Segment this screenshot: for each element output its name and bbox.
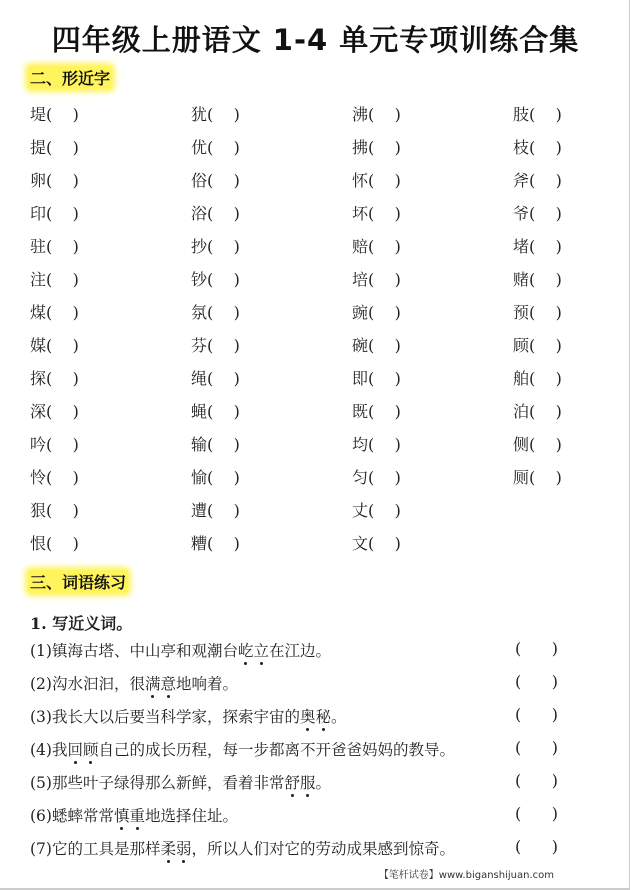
- question-text: 。: [315, 774, 332, 792]
- question-text: 自己的成长历程，每一步都离不开爸爸妈妈的教导。: [98, 741, 456, 759]
- character: 匀: [352, 468, 369, 487]
- character: 堵: [513, 237, 530, 256]
- character: 吟: [30, 435, 47, 454]
- similar-character-item: [352, 234, 401, 257]
- answer-blank[interactable]: ( ): [368, 369, 401, 388]
- question-text: 。: [331, 708, 347, 726]
- character: 抄: [191, 237, 208, 256]
- answer-blank[interactable]: ( ): [207, 501, 240, 520]
- similar-character-item: [191, 201, 240, 224]
- character: 提: [30, 138, 47, 157]
- answer-blank[interactable]: ( ): [368, 138, 401, 157]
- answer-blank[interactable]: ( ): [46, 303, 79, 322]
- character: 碗: [352, 336, 369, 355]
- character: 预: [513, 303, 530, 322]
- answer-blank[interactable]: ( ): [529, 138, 562, 157]
- character: 培: [352, 270, 369, 289]
- character: 遭: [191, 501, 208, 520]
- question-item: [30, 837, 455, 859]
- answer-blank[interactable]: ( ): [46, 534, 79, 553]
- answer-blank[interactable]: ( ): [368, 435, 401, 454]
- answer-blank[interactable]: ( ): [46, 270, 79, 289]
- character: 既: [352, 402, 369, 421]
- answer-blank[interactable]: ( ): [368, 270, 401, 289]
- similar-character-item: [30, 366, 79, 389]
- dotted-character: 秘: [315, 708, 331, 726]
- similar-character-item: [191, 465, 240, 488]
- answer-blank[interactable]: ( ): [368, 204, 401, 223]
- answer-blank[interactable]: ( ): [368, 336, 401, 355]
- similar-character-item: [352, 498, 401, 521]
- answer-blank[interactable]: ( ): [368, 303, 401, 322]
- answer-blank[interactable]: ( ): [207, 369, 240, 388]
- question-text: 地选择住址。: [145, 807, 239, 825]
- similar-character-item: [30, 300, 79, 323]
- dotted-character: 重: [129, 807, 145, 825]
- character: 堤: [30, 105, 47, 124]
- character: 即: [352, 369, 369, 388]
- exercise-subheading: 1. 写近义词。: [30, 614, 133, 633]
- character: 爷: [513, 204, 530, 223]
- emphasized-word: [67, 741, 98, 759]
- character: 卵: [30, 171, 47, 190]
- similar-character-item: [191, 300, 240, 323]
- similar-character-item: [30, 102, 79, 125]
- question-text: (6)蟋蟀常常: [30, 807, 114, 825]
- emphasized-word: [284, 774, 315, 792]
- character: 侧: [513, 435, 530, 454]
- character: 肢: [513, 105, 530, 124]
- question-text: (5)那些叶子绿得那么新鲜，看着非常: [30, 774, 285, 792]
- character: 豌: [352, 303, 369, 322]
- similar-character-item: [352, 168, 401, 191]
- character: 沸: [352, 105, 369, 124]
- answer-blank[interactable]: ( ): [207, 435, 240, 454]
- answer-blank[interactable]: ( ): [207, 204, 240, 223]
- answer-blank[interactable]: ( ): [46, 435, 79, 454]
- character: 舶: [513, 369, 530, 388]
- question-item: [30, 738, 455, 760]
- dotted-character: 弱: [175, 840, 192, 858]
- question-item: [30, 804, 238, 826]
- similar-character-item: [513, 300, 562, 323]
- answer-blank[interactable]: ( ): [46, 369, 79, 388]
- dotted-character: 屹: [237, 642, 254, 660]
- character: 拂: [352, 138, 369, 157]
- answer-blank[interactable]: ( ): [529, 171, 562, 190]
- dotted-character: 顾: [82, 741, 99, 759]
- character: 探: [30, 369, 47, 388]
- answer-blank[interactable]: ( ): [515, 771, 558, 790]
- similar-character-item: [352, 465, 401, 488]
- dotted-character: 奥: [299, 708, 316, 726]
- dotted-character: 柔: [160, 840, 176, 858]
- question-item: [30, 705, 347, 727]
- similar-character-item: [191, 498, 240, 521]
- answer-blank[interactable]: ( ): [207, 270, 240, 289]
- similar-character-item: [30, 201, 79, 224]
- answer-blank[interactable]: ( ): [515, 705, 558, 724]
- answer-blank[interactable]: ( ): [529, 402, 562, 421]
- answer-blank[interactable]: ( ): [46, 336, 79, 355]
- dotted-character: 回: [67, 741, 83, 759]
- answer-blank[interactable]: ( ): [529, 435, 562, 454]
- answer-blank[interactable]: ( ): [207, 138, 240, 157]
- answer-blank[interactable]: ( ): [529, 303, 562, 322]
- emphasized-word: [114, 807, 145, 825]
- answer-blank[interactable]: ( ): [46, 204, 79, 223]
- character: 狠: [30, 501, 47, 520]
- character: 糟: [191, 534, 208, 553]
- answer-blank[interactable]: ( ): [529, 105, 562, 124]
- character: 输: [191, 435, 208, 454]
- character: 注: [30, 270, 47, 289]
- character: 恨: [30, 534, 47, 553]
- similar-character-item: [30, 498, 79, 521]
- answer-blank[interactable]: ( ): [515, 738, 558, 757]
- answer-blank[interactable]: ( ): [515, 672, 558, 691]
- answer-blank[interactable]: ( ): [46, 237, 79, 256]
- answer-blank[interactable]: ( ): [46, 501, 79, 520]
- answer-blank[interactable]: ( ): [46, 138, 79, 157]
- similar-character-item: [352, 102, 401, 125]
- character: 蝇: [191, 402, 208, 421]
- answer-blank[interactable]: ( ): [207, 237, 240, 256]
- character: 芬: [191, 336, 208, 355]
- dotted-character: 慎: [113, 807, 130, 825]
- answer-blank[interactable]: ( ): [368, 534, 401, 553]
- character: 浴: [191, 204, 208, 223]
- character: 泊: [513, 402, 530, 421]
- character: 驻: [30, 237, 47, 256]
- character: 文: [352, 534, 369, 553]
- answer-blank[interactable]: ( ): [515, 837, 558, 856]
- similar-character-item: [191, 168, 240, 191]
- character: 煤: [30, 303, 47, 322]
- answer-blank[interactable]: ( ): [529, 237, 562, 256]
- character: 俗: [191, 171, 208, 190]
- character: 坏: [352, 204, 369, 223]
- answer-blank[interactable]: ( ): [368, 171, 401, 190]
- similar-character-item: [513, 399, 562, 422]
- question-item: [30, 771, 331, 793]
- question-text: (4)我: [30, 741, 68, 759]
- answer-blank[interactable]: ( ): [46, 402, 79, 421]
- similar-character-item: [30, 267, 79, 290]
- similar-character-item: [191, 333, 240, 356]
- answer-blank[interactable]: ( ): [368, 105, 401, 124]
- answer-blank[interactable]: ( ): [368, 402, 401, 421]
- answer-blank[interactable]: ( ): [207, 468, 240, 487]
- dotted-character: 立: [253, 642, 269, 660]
- page-title: 四年级上册语文 1-4 单元专项训练合集: [51, 23, 580, 57]
- answer-blank[interactable]: ( ): [515, 639, 558, 658]
- similar-character-item: [30, 135, 79, 158]
- character: 绳: [191, 369, 208, 388]
- answer-blank[interactable]: ( ): [529, 336, 562, 355]
- answer-blank[interactable]: ( ): [368, 501, 401, 520]
- character: 丈: [352, 501, 369, 520]
- similar-character-item: [352, 300, 401, 323]
- similar-character-item: [191, 234, 240, 257]
- character: 怜: [30, 468, 47, 487]
- similar-character-item: [513, 168, 562, 191]
- footer-source: 【笔杆试卷】www.biganshijuan.com: [378, 870, 554, 881]
- similar-character-item: [191, 267, 240, 290]
- answer-blank[interactable]: ( ): [529, 468, 562, 487]
- character: 印: [30, 204, 47, 223]
- character: 枝: [513, 138, 530, 157]
- question-text: (7)它的工具是那样: [30, 840, 161, 858]
- character: 怀: [352, 171, 369, 190]
- character: 顾: [513, 336, 530, 355]
- answer-blank[interactable]: ( ): [368, 468, 401, 487]
- similar-character-item: [513, 432, 562, 455]
- question-item: [30, 639, 331, 661]
- question-text: (1)镇海古塔、中山亭和观潮台: [30, 642, 238, 660]
- similar-character-item: [513, 135, 562, 158]
- character: 均: [352, 435, 369, 454]
- emphasized-word: [160, 840, 191, 858]
- similar-character-item: [513, 234, 562, 257]
- question-item: [30, 672, 238, 694]
- similar-character-item: [30, 234, 79, 257]
- similar-character-item: [191, 102, 240, 125]
- answer-blank[interactable]: ( ): [207, 105, 240, 124]
- answer-blank[interactable]: ( ): [207, 303, 240, 322]
- emphasized-word: [238, 642, 269, 660]
- dotted-character: 舒: [284, 774, 300, 792]
- answer-blank[interactable]: ( ): [46, 105, 79, 124]
- similar-character-item: [30, 333, 79, 356]
- similar-character-item: [352, 135, 401, 158]
- section-heading-word-practice: 三、词语练习: [28, 570, 128, 593]
- answer-blank[interactable]: ( ): [207, 402, 240, 421]
- question-text: 在江边。: [269, 642, 332, 660]
- similar-character-item: [30, 399, 79, 422]
- similar-character-item: [513, 465, 562, 488]
- question-text: (2)沟水汩汩，很: [30, 675, 145, 693]
- character: 赔: [352, 237, 369, 256]
- similar-character-item: [352, 267, 401, 290]
- character: 钞: [191, 270, 208, 289]
- character: 赌: [513, 270, 530, 289]
- answer-blank[interactable]: ( ): [529, 270, 562, 289]
- character: 斧: [513, 171, 530, 190]
- dotted-character: 服: [299, 774, 316, 792]
- similar-character-item: [352, 531, 401, 554]
- character: 愉: [191, 468, 208, 487]
- question-text: ，所以人们对它的劳动成果感到惊奇。: [191, 840, 456, 858]
- answer-blank[interactable]: ( ): [207, 171, 240, 190]
- character: 优: [191, 138, 208, 157]
- answer-blank[interactable]: ( ): [368, 237, 401, 256]
- character: 媒: [30, 336, 47, 355]
- similar-character-item: [513, 201, 562, 224]
- answer-blank[interactable]: ( ): [529, 369, 562, 388]
- similar-character-item: [513, 102, 562, 125]
- answer-blank[interactable]: ( ): [207, 534, 240, 553]
- similar-character-item: [352, 399, 401, 422]
- question-text: (3)我长大以后要当科学家，探索宇宙的: [30, 708, 300, 726]
- similar-character-item: [191, 432, 240, 455]
- character: 厕: [513, 468, 530, 487]
- similar-character-item: [30, 432, 79, 455]
- similar-character-item: [352, 201, 401, 224]
- similar-character-item: [191, 531, 240, 554]
- character: 犹: [191, 105, 208, 124]
- dotted-character: 满: [144, 675, 161, 693]
- similar-character-item: [352, 432, 401, 455]
- character: 氛: [191, 303, 208, 322]
- character: 深: [30, 402, 47, 421]
- similar-character-item: [30, 531, 79, 554]
- similar-character-item: [513, 333, 562, 356]
- question-text: 地响着。: [176, 675, 239, 693]
- similar-character-item: [191, 135, 240, 158]
- answer-blank[interactable]: ( ): [515, 804, 558, 823]
- similar-character-item: [191, 366, 240, 389]
- answer-blank[interactable]: ( ): [207, 336, 240, 355]
- similar-character-item: [191, 399, 240, 422]
- answer-blank[interactable]: ( ): [529, 204, 562, 223]
- similar-character-item: [513, 366, 562, 389]
- similar-character-item: [513, 267, 562, 290]
- emphasized-word: [300, 708, 331, 726]
- answer-blank[interactable]: ( ): [46, 468, 79, 487]
- similar-character-item: [352, 366, 401, 389]
- dotted-character: 意: [160, 675, 176, 693]
- emphasized-word: [145, 675, 176, 693]
- section-heading-similar-characters: 二、形近字: [28, 66, 112, 89]
- similar-character-item: [352, 333, 401, 356]
- answer-blank[interactable]: ( ): [46, 171, 79, 190]
- similar-character-item: [30, 465, 79, 488]
- similar-character-item: [30, 168, 79, 191]
